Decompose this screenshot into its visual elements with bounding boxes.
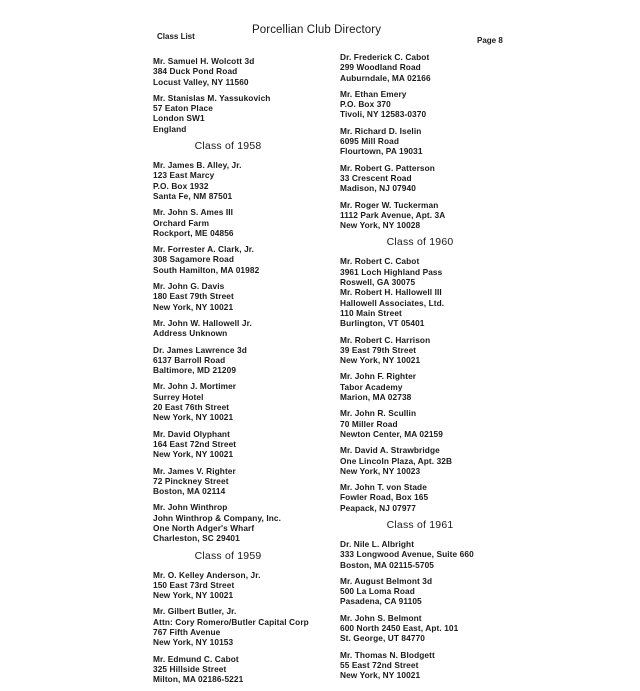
- address-line: Peapack, NJ 07977: [340, 502, 416, 513]
- address-line: 6137 Barroll Road: [153, 354, 226, 365]
- member-name: Mr. James V. Righter: [153, 465, 236, 476]
- left-column: [153, 56, 338, 691]
- member-name: Mr. Robert C. Cabot: [340, 256, 420, 267]
- member-entry: [153, 606, 338, 647]
- address-line: 6095 Mill Road: [340, 136, 400, 147]
- member-name: Mr. John R. Scullin: [340, 408, 417, 419]
- member-entry: [153, 207, 338, 238]
- member-entry: [153, 570, 338, 601]
- member-entry: [340, 126, 525, 157]
- address-line: Newton Center, MA 02159: [340, 428, 443, 439]
- member-name: Mr. David A. Strawbridge: [340, 445, 440, 456]
- member-entry: [340, 89, 525, 120]
- address-line: New York, NY 10021: [153, 590, 234, 601]
- member-entry: [340, 613, 525, 644]
- address-line: 500 La Loma Road: [340, 586, 415, 597]
- address-line: Flourtown, PA 19031: [340, 146, 423, 157]
- address-line: Pasadena, CA 91105: [340, 596, 422, 607]
- address-line: New York, NY 10021: [153, 301, 234, 312]
- address-line: Boston, MA 02114: [153, 486, 226, 497]
- class-year-heading: Class of 1958: [194, 140, 262, 153]
- member-name: Mr. Forrester A. Clark, Jr.: [153, 244, 255, 255]
- address-line: 150 East 73rd Street: [153, 579, 235, 590]
- member-name: Mr. John G. Davis: [153, 281, 225, 292]
- member-entry: [340, 408, 525, 439]
- address-line: 110 Main Street: [340, 307, 402, 318]
- address-line: Charleston, SC 29401: [153, 533, 240, 544]
- member-name: Mr. James B. Alley, Jr.: [153, 160, 242, 171]
- member-entry: [340, 445, 525, 476]
- member-name: Mr. John T. von Stade: [340, 482, 427, 493]
- member-entry: [340, 256, 525, 328]
- address-line: England: [153, 123, 187, 134]
- address-line: Address Unknown: [153, 328, 228, 339]
- address-line: One Lincoln Plaza, Apt. 32B: [340, 455, 453, 466]
- member-entry: [340, 650, 525, 681]
- address-line: P.O. Box 370: [340, 99, 391, 110]
- member-name: Mr. August Belmont 3d: [340, 575, 433, 586]
- address-line: Hallowell Associates, Ltd.: [340, 297, 445, 308]
- member-name: Dr. James Lawrence 3d: [153, 344, 247, 355]
- member-name: Mr. Thomas N. Blodgett: [340, 649, 435, 660]
- member-entry: [340, 163, 525, 194]
- class-year-heading: Class of 1959: [194, 549, 262, 562]
- member-entry: [153, 345, 338, 376]
- member-entry: [153, 381, 338, 422]
- address-line: Rockport, ME 04856: [153, 227, 234, 238]
- address-line: Milton, MA 02186-5221: [153, 674, 244, 685]
- member-name: Mr. Richard D. Iselin: [340, 125, 422, 136]
- address-line: 299 Woodland Road: [340, 62, 421, 73]
- address-line: New York, NY 10021: [153, 412, 234, 423]
- member-entry: [340, 539, 525, 570]
- page-title: Porcellian Club Directory: [252, 24, 382, 36]
- address-line: Santa Fe, NM 87501: [153, 190, 233, 201]
- address-line: Burlington, VT 05401: [340, 318, 425, 329]
- member-entry: [153, 281, 338, 312]
- member-name: Mr. O. Kelley Anderson, Jr.: [153, 569, 261, 580]
- address-line: 123 East Marcy: [153, 170, 215, 181]
- member-entry: [153, 429, 338, 460]
- address-line: Fowler Road, Box 165: [340, 492, 429, 503]
- address-line: P.O. Box 1932: [153, 180, 209, 191]
- address-line: Mr. Robert H. Hallowell III: [340, 287, 442, 298]
- address-line: 180 East 79th Street: [153, 291, 234, 302]
- address-line: 57 Eaton Place: [153, 103, 213, 114]
- address-line: 333 Longwood Avenue, Suite 660: [340, 549, 474, 560]
- address-line: Tabor Academy: [340, 381, 403, 392]
- member-name: Mr. Edmund C. Cabot: [153, 653, 239, 664]
- member-name: Mr. Stanislas M. Yassukovich: [153, 92, 271, 103]
- member-entry: [340, 200, 525, 231]
- address-line: One North Adger's Wharf: [153, 522, 255, 533]
- address-line: 72 Pinckney Street: [153, 475, 229, 486]
- address-line: Orchard Farm: [153, 217, 210, 228]
- member-name: Mr. David Olyphant: [153, 428, 230, 439]
- member-name: Mr. Roger W. Tuckerman: [340, 199, 439, 210]
- address-line: 3961 Loch Highland Pass: [340, 266, 443, 277]
- page-number: Page 8: [477, 36, 503, 45]
- address-line: New York, NY 10028: [340, 220, 421, 231]
- address-line: Auburndale, MA 02166: [340, 72, 431, 83]
- member-name: Mr. Samuel H. Wolcott 3d: [153, 56, 255, 66]
- member-name: Mr. John F. Righter: [340, 371, 417, 382]
- address-line: 33 Crescent Road: [340, 172, 412, 183]
- address-line: London SW1: [153, 113, 205, 124]
- address-line: Boston, MA 02115-5705: [340, 559, 435, 570]
- address-line: 20 East 76th Street: [153, 402, 230, 413]
- address-line: New York, NY 10021: [340, 670, 421, 681]
- section-label: Class List: [157, 32, 195, 41]
- address-line: 308 Sagamore Road: [153, 254, 235, 265]
- member-name: Mr. Gilbert Butler, Jr.: [153, 606, 237, 617]
- address-line: New York, NY 10021: [153, 449, 234, 460]
- address-line: Tivoli, NY 12583-0370: [340, 109, 427, 120]
- address-line: 55 East 72nd Street: [340, 659, 419, 670]
- member-entry: [340, 52, 525, 83]
- address-line: John Winthrop & Company, Inc.: [153, 512, 282, 523]
- member-name: Mr. Robert C. Harrison: [340, 334, 431, 345]
- member-entry: [340, 482, 525, 513]
- address-line: 325 Hillside Street: [153, 663, 227, 674]
- address-line: Surrey Hotel: [153, 391, 204, 402]
- member-entry: [153, 502, 338, 543]
- address-line: New York, NY 10153: [153, 637, 234, 648]
- address-line: 1112 Park Avenue, Apt. 3A: [340, 209, 446, 220]
- class-year-heading: Class of 1961: [386, 518, 454, 531]
- member-entry: [153, 244, 338, 275]
- address-line: 600 North 2450 East, Apt. 101: [340, 623, 459, 634]
- address-line: 767 Fifth Avenue: [153, 627, 221, 638]
- member-entry: [153, 56, 338, 87]
- class-year-heading: Class of 1960: [386, 236, 454, 249]
- member-entry: [153, 93, 338, 134]
- address-line: Roswell, GA 30075: [340, 277, 416, 288]
- address-line: New York, NY 10023: [340, 465, 421, 476]
- address-line: 39 East 79th Street: [340, 344, 417, 355]
- member-name: Mr. John S. Ames III: [153, 207, 234, 218]
- address-line: Baltimore, MD 21209: [153, 365, 237, 376]
- member-name: Mr. John J. Mortimer: [153, 381, 237, 392]
- member-name: Dr. Nile L. Albright: [340, 538, 415, 549]
- member-entry: [340, 576, 525, 607]
- member-entry: [340, 335, 525, 366]
- address-line: South Hamilton, MA 01982: [153, 264, 260, 275]
- member-name: Mr. Robert G. Patterson: [340, 162, 435, 173]
- member-entry: [153, 160, 338, 201]
- address-line: St. George, UT 84770: [340, 633, 426, 644]
- member-name: Mr. John S. Belmont: [340, 612, 422, 623]
- member-entry: [153, 318, 338, 339]
- address-line: 164 East 72nd Street: [153, 438, 237, 449]
- member-name: Mr. Ethan Emery: [340, 88, 407, 99]
- address-line: Attn: Cory Romero/Butler Capital Corp: [153, 616, 309, 627]
- address-line: Madison, NJ 07940: [340, 183, 416, 194]
- right-column: [340, 52, 525, 687]
- address-line: 384 Duck Pond Road: [153, 66, 238, 77]
- address-line: Locust Valley, NY 11560: [153, 76, 249, 87]
- address-line: 70 Miller Road: [340, 418, 398, 429]
- member-name: Dr. Frederick C. Cabot: [340, 52, 430, 62]
- member-entry: [340, 371, 525, 402]
- member-name: Mr. John Winthrop: [153, 502, 228, 513]
- member-name: Mr. John W. Hallowell Jr.: [153, 317, 252, 328]
- member-entry: [153, 654, 338, 685]
- address-line: New York, NY 10021: [340, 355, 421, 366]
- address-line: Marion, MA 02738: [340, 392, 412, 403]
- member-entry: [153, 466, 338, 497]
